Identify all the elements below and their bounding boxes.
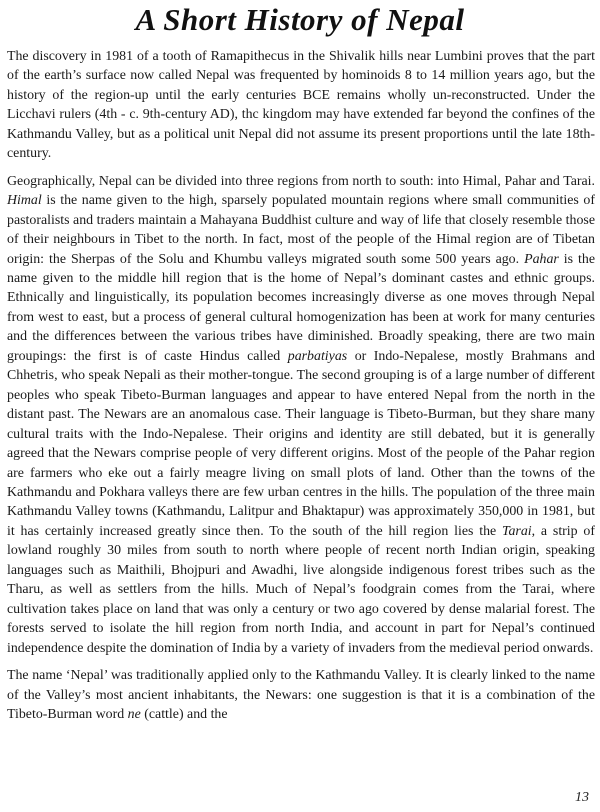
italic-term: parbatiyas	[287, 348, 348, 364]
page-number: 13	[575, 790, 589, 805]
italic-term: Himal	[7, 193, 42, 209]
paragraph-2: Geographically, Nepal can be divided into three regions from north to south: into Himal, Pahar and Tarai. Himal is the name given to the high, sparsely populated mountain regions where small communities of pastoralists and traders maintain a Mahayana Buddhist culture and way of life that closely resemble those of their neighbours in Tibet to the north. In fact, most of the people of the Himal region are of Tibetan origin: the Sherpas of the Solu and Khumbu valleys migrated south some 500 years ago. Pahar is the name given to the middle hill region that is the home of Nepal’s dominant castes and ethnic groups. Ethnically and linguistically, its population becomes increasingly diverse as one moves through Nepal from west to east, but a process of general cultural homogenization has been at work for many centuries and the differences between the various tribes have diminished. Broadly speaking, there are two main groupings: the first is of caste Hindus called parbatiyas or Indo-Nepalese, mostly Brahmans and Chhetris, who speak Nepali as their mother-tongue. The second grouping is of a large number of different peoples who speak Tibeto-Burman languages and appear to have entered Nepal from the north in the distant past. The Newars are an anomalous case. Their language is Tibeto-Burman, but they share many cultural traits with the Indo-Nepalese. Their origins and identity are still debated, but it is generally agreed that the Newars comprise people of very different origins. Most of the people of the Pahar region are farmers who eke out a fairly meagre living on small plots of land. Other than the towns of the Kathmandu and Pokhara valleys there are few urban centres in the hills. The population of the three main Kathmandu Valley towns (Kathmandu, Lalitpur and Bhaktapur) was approximately 350,000 in 1981, but it has certainly increased greatly since then. To the south of the hill region lies the Tarai, a strip of lowland roughly 30 miles from south to north where people of recent north Indian origin, speaking languages such as Maithili, Bhojpuri and Awadhi, live alongside indigenous forest tribes such as the Tharu, as well as settlers from the hills. Much of Nepal’s foodgrain comes from the Tarai, where cultivation takes place on land that was only a century or two ago covered by dense malarial forest. The forests served to isolate the hill region from north India, and account in part for Nepal’s continued independence despite the domination of India by a variety of invaders from the medieval period onwards.	[7, 173, 595, 656]
body-text	[7, 47, 595, 724]
italic-term: Tarai	[502, 523, 532, 539]
paragraph-1: The discovery in 1981 of a tooth of Ramapithecus in the Shivalik hills near Lumbini proves that the part of the earth’s surface now called Nepal was frequented by hominoids 8 to 14 million years ago, but the history of the region-up until the early centuries BCE remains wholly un-reconstructed. Under the Licchavi rulers (4th - c. 9th-century AD), thc kingdom may have extended far beyond the confines of the Kathmandu Valley, but as a political unit Nepal did not assume its present proportions until the late 18th-century.	[7, 49, 595, 162]
chapter-title: A Short History of Nepal	[135, 2, 465, 37]
italic-term: ne	[127, 706, 141, 722]
paragraph-3: The name ‘Nepal’ was traditionally applied only to the Kathmandu Valley. It is clearly linked to the name of the Valley’s most ancient inhabitants, the Newars: one suggestion is that it is a combination of the Tibeto-Burman word ne (cattle) and the	[7, 668, 595, 722]
italic-term: Pahar	[524, 251, 559, 267]
